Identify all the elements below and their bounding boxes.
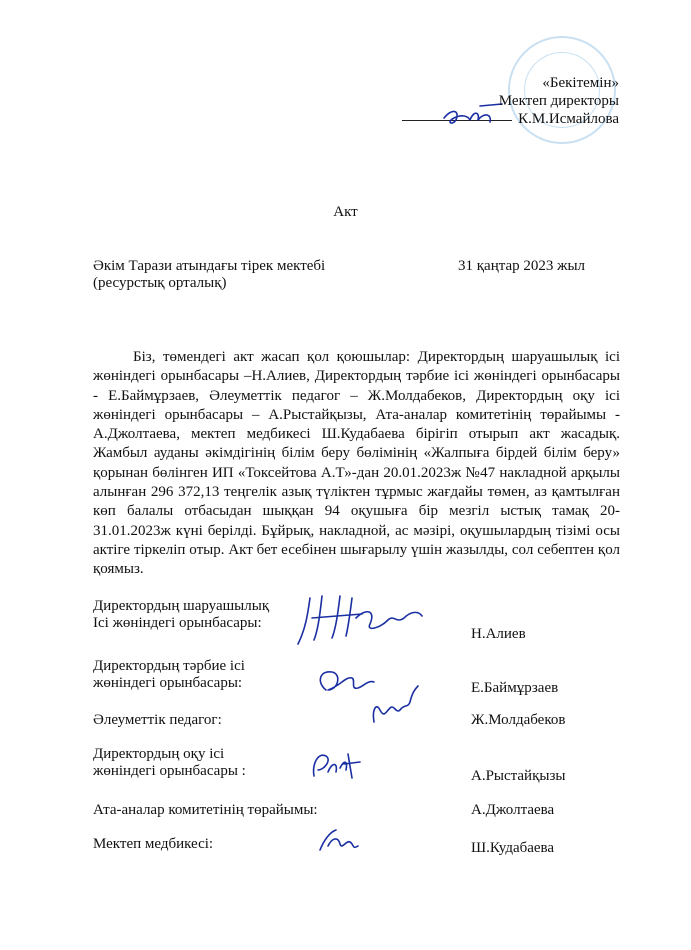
signature-kudabaeva — [314, 826, 364, 856]
signatory-role-line2: жөніндегі орынбасары: — [93, 675, 243, 691]
signatory-role-line1: Директордың шаруашылық — [93, 598, 270, 614]
signatory-role — [93, 802, 353, 819]
signatory-name: Ш.Кудабаева — [471, 840, 555, 856]
signatory-name: Н.Алиев — [471, 626, 526, 642]
signature-aliev — [292, 588, 432, 650]
signatory-name: Ж.Молдабеков — [471, 712, 566, 728]
act-body-text: Біз, төмендегі акт жасап қол қоюшылар: Директордың шаруашылық ісі жөніндегі орынбасары –Н.Алиев, Директордың тәрбие ісі жөніндегі орынбасары - Е.Баймұрзаев, Әлеуметтік педагог – Ж.Молдабеков, Директордың оқу ісі жөніндегі орынбасары – А.Рыстайқызы, Ата-аналар комитетінің төрайымы - А.Джолтаева, мектеп медбикесі Ш.Кудабаева бірігіп отырып акт жасадық. Жамбыл ауданы әкімдігінің білім беру бөлімінің «Жалпыға бірдей білім беру» қорынан бөлінген ИП «Токсейтова А.Т»-дан 20.01.2023ж №47 накладной арқылы алынған 296 372,13 теңгелік азық түліктен тұрмыс жағдайы төмен, аз қамтылған көп балалы отбасыдан шыққан 94 оқушыға бір мезгіл ыстық тамақ 20-31.01.2023ж күні берілді. Бұйрық, накладной, ас мәзірі, оқушылардың тізімі осы актіге тіркеліп отыр. Акт бет есебінен шығарылу үшін жазылды, сол себептен қол қоямыз. — [93, 349, 620, 578]
document-date: 31 қаңтар 2023 жыл — [458, 258, 586, 274]
signatory-name: А.Джолтаева — [471, 802, 555, 818]
signatory-role-line2: Ісі жөніндегі орынбасары: — [93, 615, 262, 631]
signatory-role-line1: Мектеп медбикесі: — [93, 836, 214, 852]
signatory-role-line1: Әлеуметтік педагог: — [93, 712, 222, 728]
signatory-name: Е.Баймұрзаев — [471, 680, 559, 696]
signatory-role-line1: Ата-аналар комитетінің төрайымы: — [93, 802, 318, 818]
signature-moldabekov — [364, 682, 424, 730]
document-title: Акт — [333, 204, 358, 220]
approval-director-name: К.М.Исмайлова — [518, 111, 619, 127]
signature-rystaikyzy — [304, 746, 364, 786]
signatory-role — [93, 712, 353, 729]
school-name-line1: Әкім Тарази атындағы тірек мектебі — [93, 258, 326, 274]
signatory-role-line1: Директордың оқу ісі — [93, 746, 225, 762]
signatory-role-line1: Директордың тәрбие ісі — [93, 658, 245, 674]
approval-heading: «Бекітемін» — [542, 75, 619, 91]
approval-block — [499, 74, 619, 128]
school-name — [93, 258, 325, 292]
approval-position: Мектеп директоры — [498, 93, 619, 109]
signatory-name: А.Рыстайқызы — [471, 768, 566, 784]
signatory-role-line2: жөніндегі орынбасары : — [93, 763, 246, 779]
school-name-line2: (ресурстық орталық) — [93, 275, 227, 291]
